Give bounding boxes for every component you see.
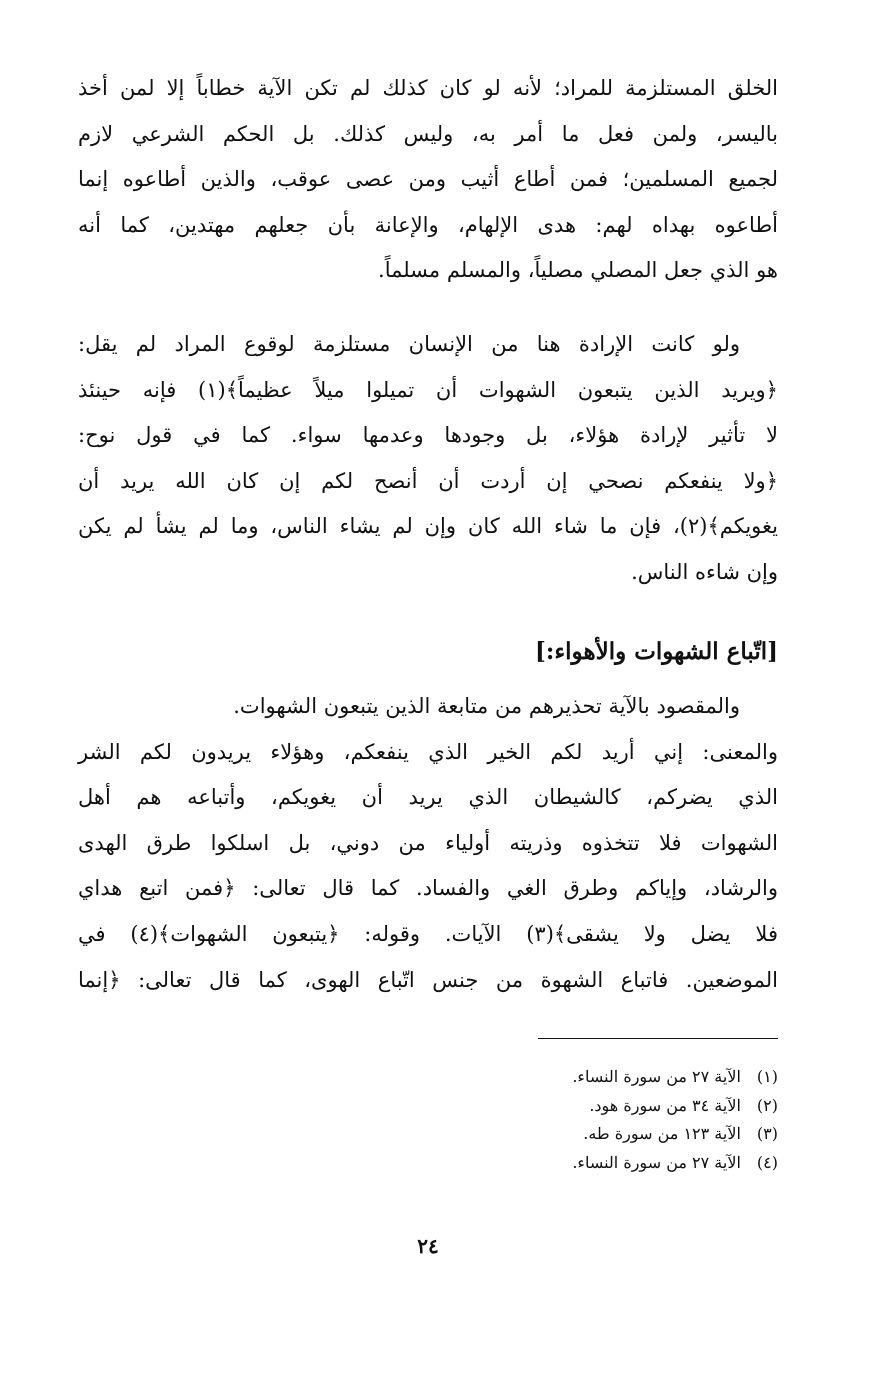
text-line: ﴿ويريد الذين يتبعون الشهوات أن تميلوا ميلاً عظيماً﴾(١) فإنه حينئذ — [78, 377, 778, 402]
footnote — [78, 1092, 778, 1121]
footnote — [78, 1149, 778, 1178]
text-line: الموضعين. فاتباع الشهوة من جنس اتّباع الهوى، كما قال تعالى: ﴿إنما — [78, 967, 778, 992]
text-line: الخلق المستلزمة للمراد؛ لأنه لو كان كذلك لم تكن الآية خطاباً إلا لمن أخذ — [78, 76, 778, 100]
text-line: والمقصود بالآية تحذيرهم من متابعة الذين يتبعون الشهوات. — [233, 694, 740, 718]
paragraph-2 — [78, 322, 778, 596]
text-line: فلا يضل ولا يشقى﴾(٣) الآيات. وقوله: ﴿يتبعون الشهوات﴾(٤) في — [78, 921, 778, 946]
paragraph-1 — [78, 66, 778, 294]
text-line: ﴿ولا ينفعكم نصحي إن أردت أن أنصح لكم إن كان الله يريد أن — [78, 468, 778, 493]
text-line: الشهوات فلا تتخذوه وذريته أولياء من دوني، بل اسلكوا طرق الهدى — [78, 830, 778, 855]
text-line: هو الذي جعل المصلي مصلياً، والمسلم مسلماً. — [378, 258, 778, 283]
text-line: باليسر، ولمن فعل ما أمر به، وليس كذلك. بل الحكم الشرعي لازم — [78, 121, 778, 146]
text-line: والمعنى: إني أريد لكم الخير الذي ينفعكم، وهؤلاء يريدون لكم الشر — [78, 739, 778, 764]
footnote-divider — [538, 1038, 778, 1039]
footnote-text: الآية ٢٧ من سورة النساء. — [572, 1067, 741, 1086]
text-line: لجميع المسلمين؛ فمن أطاع أثيب ومن عصى عوقب، والذين أطاعوه إنما — [78, 167, 778, 192]
footnote — [78, 1063, 778, 1092]
text-line: لا تأثير لإرادة هؤلاء، بل وجودها وعدمها سواء. كما في قول نوح: — [78, 423, 778, 448]
text-line: ولو كانت الإرادة هنا من الإنسان مستلزمة لوقوع المراد لم يقل: — [78, 332, 740, 356]
footnote-number: (٢) — [756, 1095, 778, 1115]
text-line: والرشاد، وإياكم وطرق الغي والفساد. كما قال تعالى: ﴿فمن اتبع هداي — [78, 876, 778, 901]
paragraph-3 — [78, 684, 778, 1003]
text-line: أطاعوه بهداه لهم: هدى الإلهام، والإعانة بأن جعلهم مهتدين، كما أنه — [78, 212, 778, 237]
section-heading-text: [اتّباع الشهوات والأهواء:] — [534, 638, 778, 665]
section-heading — [78, 632, 778, 672]
text-line: يغويكم﴾(٢)، فإن ما شاء الله كان وإن لم يشاء الناس، وما لم يشأ لم يكن — [78, 514, 778, 539]
text-line: الذي يضركم، كالشيطان الذي يريد أن يغويكم، وأتباعه هم أهل — [78, 785, 778, 810]
page-number: ٢٤ — [417, 1234, 439, 1258]
footnote-number: (٤) — [756, 1152, 778, 1172]
text-line: وإن شاءه الناس. — [631, 559, 778, 584]
footnote — [78, 1120, 778, 1149]
footnote-number: (١) — [756, 1067, 778, 1086]
footnote-number: (٣) — [756, 1124, 778, 1143]
footnote-text: الآية ١٢٣ من سورة طه. — [583, 1124, 741, 1143]
footnotes-list — [78, 1063, 778, 1177]
footnote-text: الآية ٢٧ من سورة النساء. — [572, 1152, 741, 1172]
footnote-text: الآية ٣٤ من سورة هود. — [589, 1095, 741, 1115]
